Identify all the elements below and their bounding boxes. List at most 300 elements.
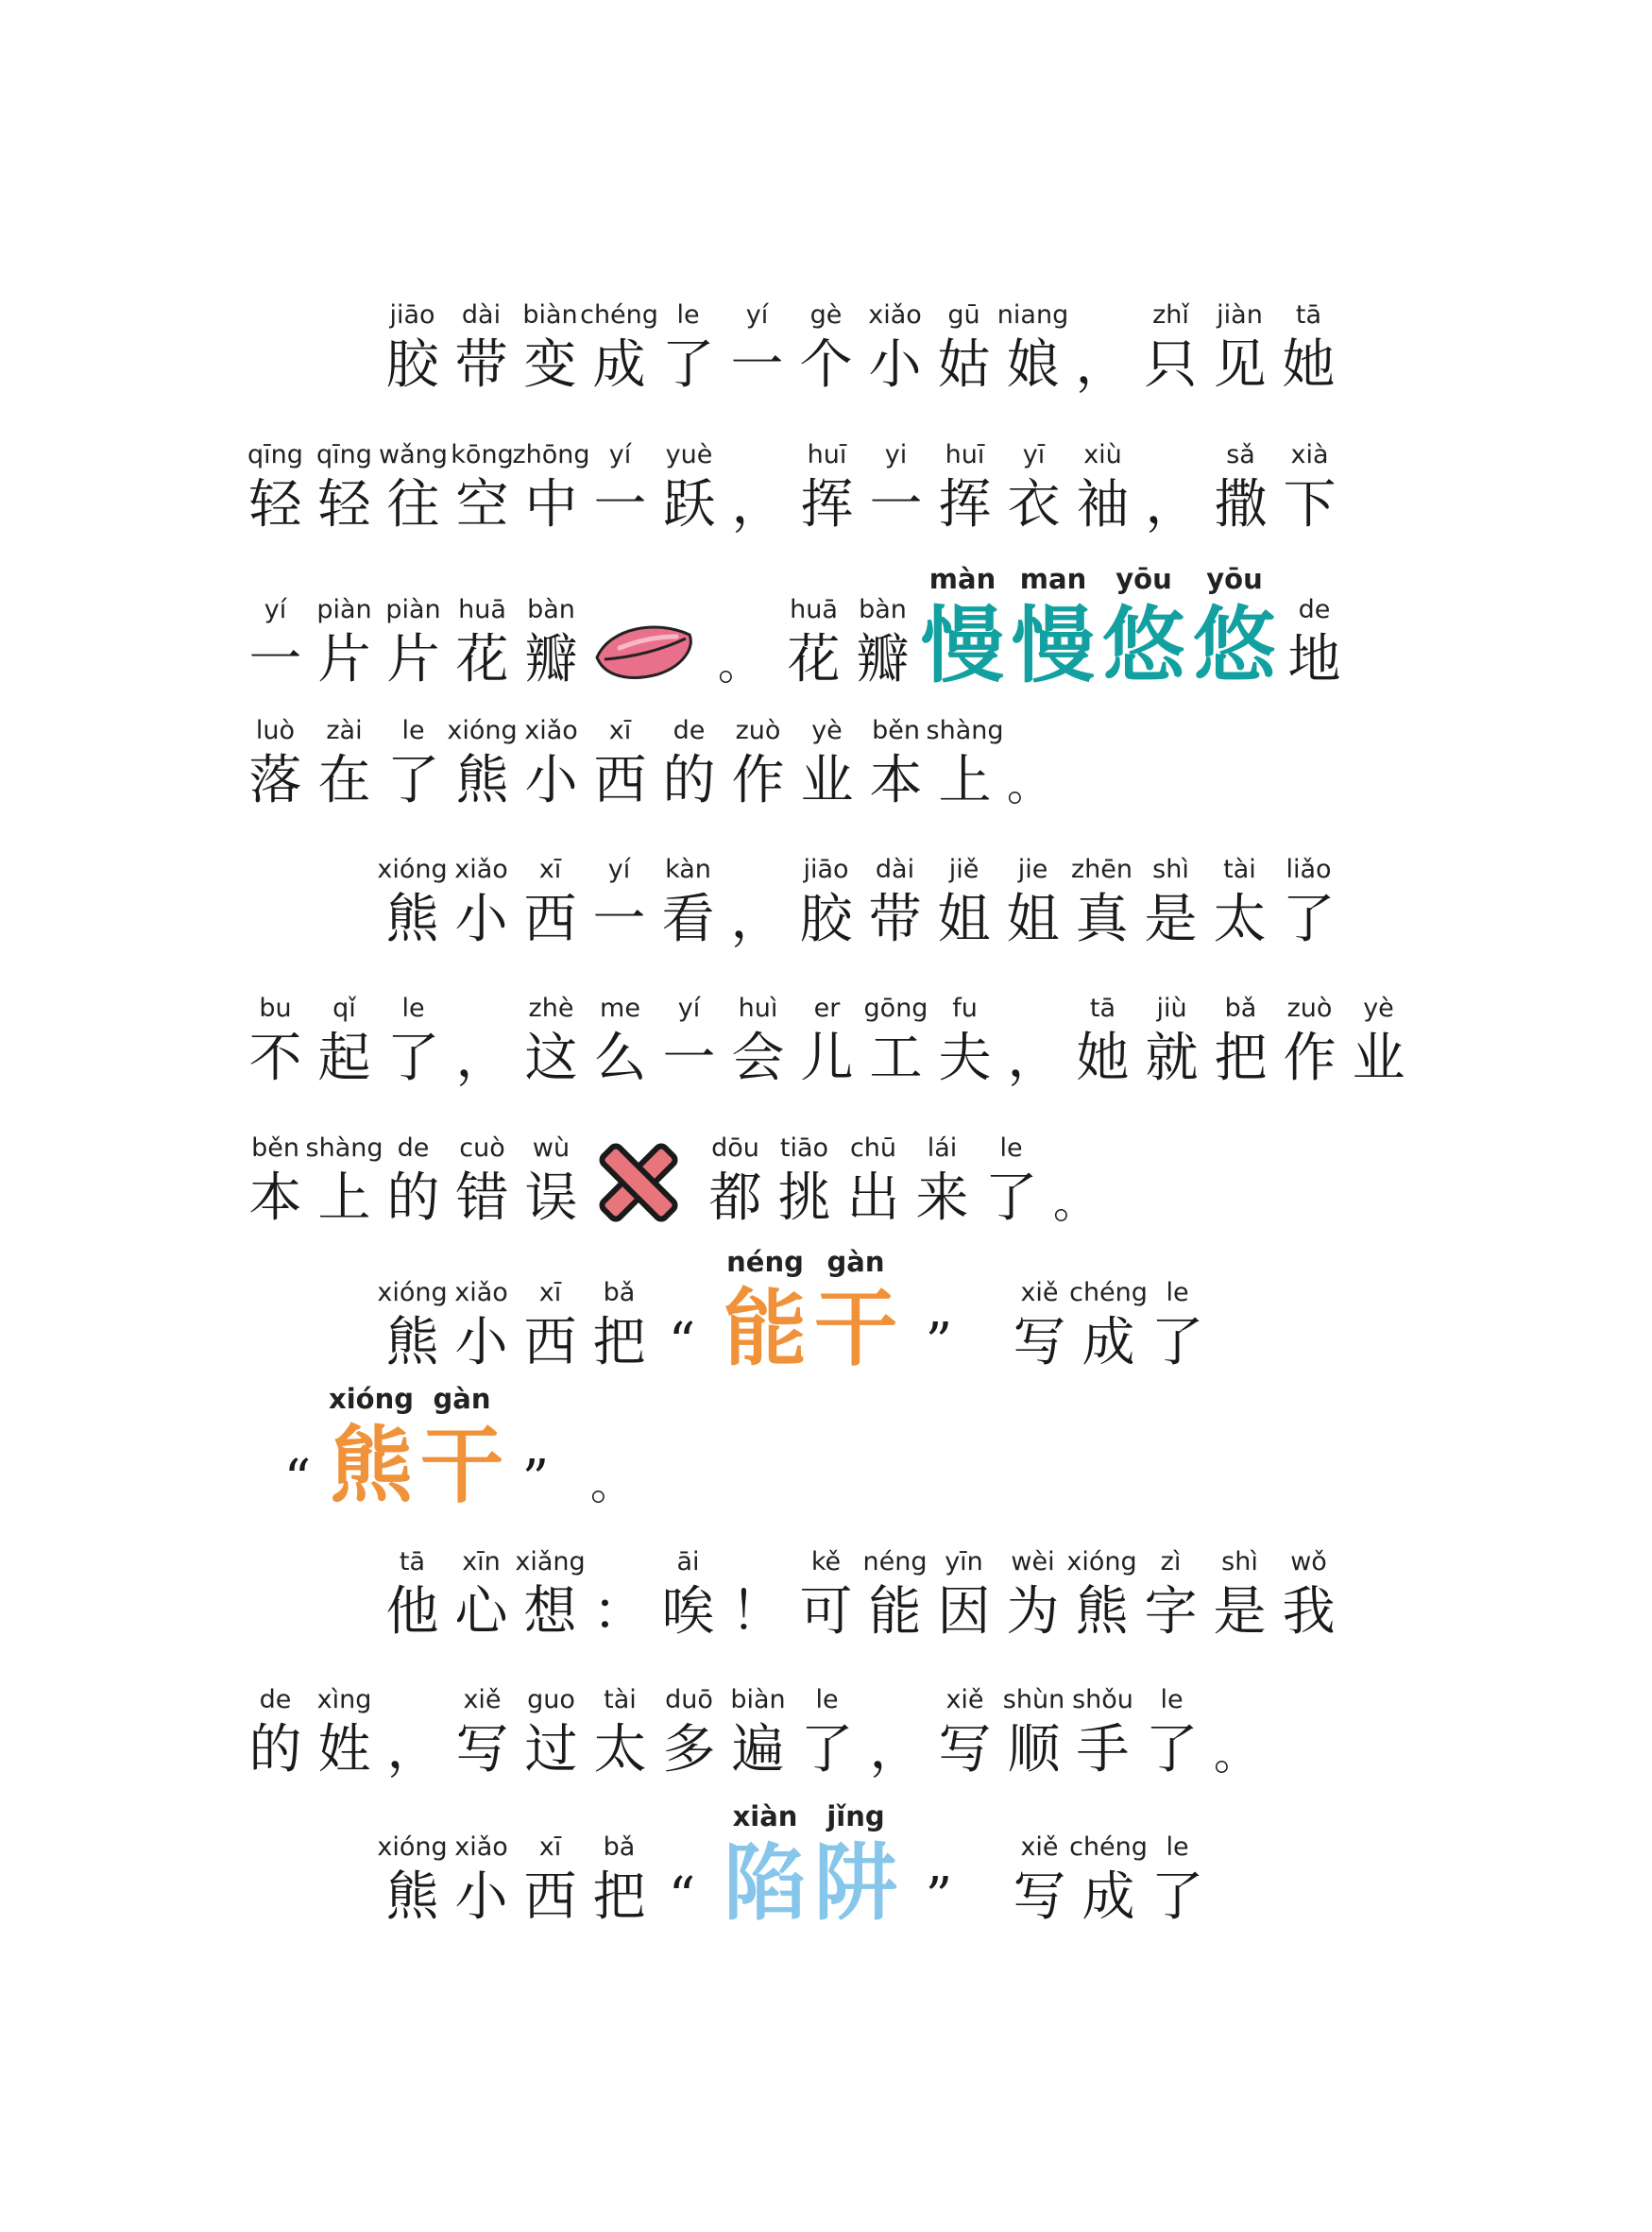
pinyin-char [930, 436, 999, 537]
pinyin: cuò [459, 1133, 505, 1163]
pinyin: qǐ [332, 994, 356, 1023]
pinyin: shùn [1002, 1685, 1065, 1714]
pinyin: xī [608, 716, 632, 745]
hanzi: 想 [523, 1581, 577, 1643]
hanzi: 花 [787, 629, 841, 690]
pinyin: bu [259, 994, 292, 1023]
text-line-2 [241, 433, 1344, 537]
pinyin: yí [607, 855, 631, 884]
hanzi: 了 [800, 1719, 854, 1780]
pinyin: xiǎo [454, 1832, 508, 1862]
hanzi: 带 [868, 889, 922, 950]
pinyin-char [792, 851, 860, 951]
hanzi: 见 [1213, 334, 1267, 396]
hanzi: ， [1007, 1028, 1061, 1089]
hanzi: 字 [1144, 1581, 1198, 1643]
pinyin-char [310, 990, 379, 1090]
pinyin: yōu [1206, 563, 1263, 595]
hanzi: 她 [1282, 334, 1336, 396]
hanzi: 小 [524, 750, 578, 811]
hanzi: ， [386, 1719, 440, 1780]
hanzi: 往 [386, 474, 440, 536]
pinyin: xiě [1020, 1278, 1059, 1307]
pinyin: huì [738, 994, 778, 1023]
pinyin-char [516, 1543, 585, 1644]
pinyin: tài [604, 1685, 637, 1714]
hanzi: 姑 [937, 334, 991, 396]
pinyin-char [654, 851, 723, 951]
hanzi: 太 [1213, 889, 1267, 950]
pinyin-char [585, 1829, 654, 1929]
hanzi: 我 [1282, 1581, 1336, 1643]
open-quote: “ [668, 1866, 696, 1928]
pinyin: dài [875, 855, 915, 884]
hanzi: 成 [1081, 1866, 1135, 1928]
hanzi: 遍 [731, 1719, 785, 1780]
hanzi: 阱 [813, 1834, 897, 1932]
pinyin: er [813, 994, 841, 1023]
pinyin: xióng [329, 1383, 414, 1415]
pinyin: yí [745, 300, 769, 330]
pinyin: zì [1160, 1547, 1182, 1576]
pinyin-char [1274, 851, 1343, 951]
pinyin-char [1098, 557, 1189, 694]
pinyin-char [792, 990, 861, 1090]
pinyin: xióng [447, 716, 518, 745]
pinyin: yí [677, 994, 701, 1023]
text-line-7 [241, 1126, 1115, 1230]
hanzi: 本 [248, 1167, 302, 1229]
highlight-word [720, 1795, 901, 1932]
hanzi: 跃 [662, 474, 716, 536]
pinyin: wǒ [1290, 1547, 1327, 1576]
pinyin: biàn [730, 1685, 786, 1714]
hanzi: 衣 [1007, 474, 1061, 536]
pinyin: xiǎng [515, 1547, 586, 1576]
punctuation [1137, 436, 1206, 537]
pinyin-char [999, 436, 1068, 537]
pinyin: yi [884, 440, 908, 469]
pinyin-char [448, 591, 517, 691]
pinyin-char [448, 712, 517, 812]
hanzi: 成 [1081, 1312, 1135, 1373]
hanzi: 多 [662, 1719, 716, 1780]
pinyin-char [926, 712, 1004, 812]
pinyin: bàn [527, 595, 575, 624]
pinyin: bǎ [1224, 994, 1257, 1023]
hanzi: 了 [386, 1028, 440, 1089]
pinyin-char [1143, 1829, 1212, 1929]
pinyin-char [792, 712, 861, 812]
pinyin-char [977, 1130, 1046, 1230]
pinyin: le [676, 300, 700, 330]
hanzi: 了 [1282, 889, 1336, 950]
pinyin: kě [810, 1547, 842, 1576]
pinyin-char [447, 1829, 516, 1929]
hanzi: 能 [868, 1581, 922, 1643]
pinyin-char [723, 297, 792, 397]
text-segment [378, 1829, 654, 1929]
pinyin-char [1069, 1274, 1148, 1374]
punctuation [999, 990, 1068, 1090]
hanzi: 下 [1283, 474, 1337, 536]
pinyin: xiǎo [524, 716, 578, 745]
pinyin-char [1136, 851, 1205, 951]
pinyin-char [1068, 990, 1137, 1090]
pinyin: shàng [305, 1133, 383, 1163]
hanzi: 业 [1352, 1028, 1405, 1089]
hanzi: 为 [1006, 1581, 1060, 1643]
pinyin: me [600, 994, 640, 1023]
pinyin: le [1166, 1832, 1189, 1862]
pinyin: shǒu [1072, 1685, 1133, 1714]
pinyin: zuò [1286, 994, 1333, 1023]
pinyin-char [310, 436, 379, 537]
pinyin-char [586, 1681, 655, 1781]
pinyin: le [401, 716, 425, 745]
pinyin-char [930, 1681, 999, 1781]
hanzi: 西 [593, 750, 647, 811]
hanzi: ， [455, 1028, 509, 1089]
pinyin-char [378, 1543, 447, 1644]
hanzi: 过 [524, 1719, 578, 1780]
hanzi: 工 [869, 1028, 923, 1089]
hanzi: 不 [248, 1028, 302, 1089]
petal-icon [591, 620, 705, 686]
hanzi: 挥 [800, 474, 854, 536]
pinyin: tā [1295, 300, 1322, 330]
pinyin: gōng [863, 994, 928, 1023]
pinyin-char [860, 851, 929, 951]
text-line-5 [378, 847, 1343, 951]
open-quote: “ [668, 1312, 696, 1373]
pinyin: chéng [580, 300, 658, 330]
pinyin: tā [1089, 994, 1116, 1023]
pinyin-char [720, 1795, 810, 1932]
pinyin-char [792, 1543, 860, 1644]
pinyin: huā [790, 595, 838, 624]
hanzi: ： [592, 1581, 646, 1643]
pinyin: běn [251, 1133, 299, 1163]
pinyin: biàn [522, 300, 578, 330]
pinyin-char [810, 1795, 901, 1932]
pinyin: bǎ [603, 1278, 636, 1307]
hanzi: ， [731, 474, 785, 536]
pinyin: piàn [316, 595, 372, 624]
hanzi: 出 [846, 1167, 900, 1229]
pinyin: xiǎo [454, 1278, 508, 1307]
text-segment [241, 1130, 586, 1230]
open-quote: “ [283, 1449, 312, 1510]
hanzi: 小 [868, 334, 922, 396]
pinyin-char [448, 436, 517, 537]
pinyin-char [1206, 436, 1275, 537]
hanzi: 就 [1145, 1028, 1199, 1089]
pinyin-char [378, 851, 447, 951]
pinyin: le [1166, 1278, 1189, 1307]
hanzi: 悠 [1192, 597, 1276, 694]
hanzi: 片 [386, 629, 440, 690]
text-segment [1005, 1274, 1212, 1374]
pinyin: huā [458, 595, 506, 624]
hanzi: 作 [1283, 1028, 1337, 1089]
pinyin: de [397, 1133, 430, 1163]
pinyin-char [447, 1274, 516, 1374]
pinyin-char [310, 1681, 379, 1781]
pinyin: yōu [1116, 563, 1172, 595]
pinyin: xiù [1083, 440, 1122, 469]
hanzi: 了 [1145, 1719, 1199, 1780]
pinyin: gè [809, 300, 843, 330]
hanzi: 上 [938, 750, 992, 811]
pinyin-char [720, 1240, 810, 1377]
hanzi: 这 [524, 1028, 578, 1089]
pinyin-char [917, 557, 1008, 694]
pinyin-char [447, 1543, 516, 1644]
hanzi: 一 [730, 334, 784, 396]
pinyin: běn [872, 716, 920, 745]
pinyin-char [241, 591, 310, 691]
hanzi: 慢 [1011, 597, 1095, 694]
pinyin: jǐng [826, 1800, 885, 1832]
pinyin-char [305, 1130, 383, 1230]
period: 。 [1007, 759, 1050, 810]
pinyin-char [1137, 990, 1206, 1090]
hanzi: 上 [317, 1167, 371, 1229]
pinyin: qīng [247, 440, 303, 469]
pinyin: le [999, 1133, 1023, 1163]
hanzi: 太 [593, 1719, 647, 1780]
pinyin: chéng [1069, 1832, 1148, 1862]
pinyin-char [654, 1543, 723, 1644]
hanzi: 是 [1213, 1581, 1267, 1643]
hanzi: 了 [984, 1167, 1038, 1229]
punctuation [723, 1543, 792, 1644]
hanzi: ！ [730, 1581, 784, 1643]
pinyin: kàn [665, 855, 711, 884]
pinyin-char [810, 1240, 901, 1377]
pinyin: xiǎo [454, 855, 508, 884]
hanzi: 花 [455, 629, 509, 690]
hanzi: 瓣 [856, 629, 910, 690]
pinyin: piàn [385, 595, 441, 624]
pinyin-char [417, 1377, 507, 1514]
hanzi: 姐 [1006, 889, 1060, 950]
hanzi: 成 [592, 334, 646, 396]
hanzi: 带 [454, 334, 508, 396]
pinyin: xióng [377, 855, 448, 884]
hanzi: 袖 [1076, 474, 1130, 536]
pinyin: fu [952, 994, 978, 1023]
pinyin: xióng [1066, 1547, 1137, 1576]
pinyin-char [655, 990, 724, 1090]
pinyin: shàng [926, 716, 1004, 745]
hanzi: 儿 [800, 1028, 854, 1089]
pinyin: zuò [735, 716, 781, 745]
pinyin-char [517, 1681, 586, 1781]
pinyin: wù [532, 1133, 571, 1163]
pinyin-char [517, 712, 586, 812]
pinyin-char [998, 297, 1067, 397]
pinyin: tā [399, 1547, 426, 1576]
pinyin-char [1069, 1829, 1148, 1929]
pinyin: xiǎo [868, 300, 922, 330]
hanzi: 西 [523, 1866, 577, 1928]
pinyin: jiāo [803, 855, 849, 884]
pinyin-char [655, 436, 724, 537]
pinyin: chū [849, 1133, 897, 1163]
hanzi: 把 [592, 1312, 646, 1373]
text-line-6 [241, 986, 1413, 1090]
hanzi: ， [1075, 334, 1129, 396]
pinyin-char [654, 297, 723, 397]
pinyin-char [998, 851, 1067, 951]
text-line-3 [241, 563, 1349, 694]
hanzi: 写 [1013, 1866, 1066, 1928]
pinyin-char [1067, 851, 1136, 951]
hanzi: 姓 [317, 1719, 371, 1780]
pinyin-char [378, 297, 447, 397]
pinyin-char [929, 1543, 998, 1644]
pinyin-char [448, 1681, 517, 1781]
pinyin-char [999, 1681, 1068, 1781]
pinyin-char [1274, 297, 1343, 397]
pinyin: xī [538, 1832, 562, 1862]
pinyin: yí [608, 440, 632, 469]
text-line-8 [377, 1246, 1212, 1377]
pinyin-char [516, 1829, 585, 1929]
pinyin: yí [264, 595, 287, 624]
pinyin-char [378, 1829, 447, 1929]
hanzi: 地 [1287, 629, 1341, 690]
pinyin-char [241, 1130, 310, 1230]
hanzi: 挥 [938, 474, 992, 536]
text-line-11 [241, 1678, 1275, 1781]
pinyin: sǎ [1226, 440, 1255, 469]
text-segment [779, 591, 917, 691]
hanzi: 顺 [1007, 1719, 1061, 1780]
pinyin: de [1298, 595, 1331, 624]
pinyin-char [724, 1681, 792, 1781]
hanzi: 在 [317, 750, 371, 811]
pinyin-char [655, 1681, 724, 1781]
pinyin-char [585, 851, 654, 951]
pinyin-char [792, 1681, 861, 1781]
pinyin: yī [1022, 440, 1046, 469]
pinyin-char [908, 1130, 977, 1230]
pinyin-char [1136, 297, 1205, 397]
punctuation [585, 1543, 654, 1644]
pinyin: le [401, 994, 425, 1023]
hanzi: 能 [723, 1280, 807, 1377]
hanzi: 熊 [385, 1312, 439, 1373]
pinyin-char [1189, 557, 1280, 694]
pinyin: néng [726, 1246, 804, 1278]
hanzi: 是 [1144, 889, 1198, 950]
hanzi: 都 [708, 1167, 762, 1229]
pinyin-char [929, 851, 998, 951]
hanzi: 一 [248, 629, 302, 690]
pinyin-char [861, 436, 930, 537]
pinyin: tài [1223, 855, 1256, 884]
pinyin-char [770, 1130, 839, 1230]
pinyin-char [447, 851, 516, 951]
pinyin-char [586, 990, 655, 1090]
pinyin: tiāo [779, 1133, 829, 1163]
hanzi: 误 [524, 1167, 578, 1229]
pinyin-char [379, 990, 448, 1090]
pinyin: dōu [711, 1133, 759, 1163]
hanzi: 起 [317, 1028, 371, 1089]
text-segment [378, 1274, 654, 1374]
pinyin-char [580, 297, 658, 397]
hanzi: 娘 [1006, 334, 1060, 396]
pinyin: huī [945, 440, 985, 469]
pinyin: yè [811, 716, 843, 745]
hanzi: 的 [662, 750, 716, 811]
pinyin-char [517, 591, 586, 691]
text-line-12 [377, 1800, 1212, 1932]
pinyin-char [930, 990, 999, 1090]
hanzi: 本 [869, 750, 923, 811]
hanzi: 她 [1076, 1028, 1130, 1089]
pinyin-char [861, 990, 930, 1090]
hanzi: 了 [661, 334, 715, 396]
pinyin: gàn [433, 1383, 491, 1415]
pinyin: xiàn [732, 1800, 798, 1832]
hanzi: 因 [937, 1581, 991, 1643]
pinyin-char [310, 712, 379, 812]
hanzi: 悠 [1101, 597, 1185, 694]
hanzi: 熊 [329, 1417, 413, 1514]
pinyin: wèi [1011, 1547, 1055, 1576]
pinyin: zhōng [512, 440, 590, 469]
pinyin: luò [255, 716, 296, 745]
hanzi: 慢 [920, 597, 1004, 694]
hanzi: 夫 [938, 1028, 992, 1089]
punctuation [379, 1681, 448, 1781]
pinyin-char [241, 436, 310, 537]
pinyin-char [1205, 297, 1274, 397]
hanzi: 中 [524, 474, 578, 536]
pinyin-char [724, 990, 792, 1090]
pinyin: yuè [665, 440, 713, 469]
pinyin-char [379, 591, 448, 691]
text-line-1 [378, 293, 1343, 397]
hanzi: 个 [799, 334, 853, 396]
pinyin: jie [1017, 855, 1048, 884]
pinyin: zhǐ [1152, 300, 1189, 330]
pinyin-char [1344, 990, 1413, 1090]
hanzi: 撒 [1214, 474, 1268, 536]
pinyin-char [724, 712, 792, 812]
text-segment [1005, 1829, 1212, 1929]
pinyin-char [998, 1543, 1067, 1644]
pinyin-char [310, 591, 379, 691]
pinyin-char [516, 297, 585, 397]
hanzi: 小 [454, 1866, 508, 1928]
pinyin-char [1068, 436, 1137, 537]
pinyin: duō [665, 1685, 713, 1714]
period: 。 [1053, 1177, 1097, 1228]
pinyin: lái [927, 1133, 958, 1163]
pinyin-char [1205, 1543, 1274, 1644]
pinyin-char [512, 436, 590, 537]
pinyin-char [655, 712, 724, 812]
text-segment [1280, 591, 1349, 691]
punctuation [723, 851, 792, 951]
period: 。 [1214, 1729, 1257, 1780]
